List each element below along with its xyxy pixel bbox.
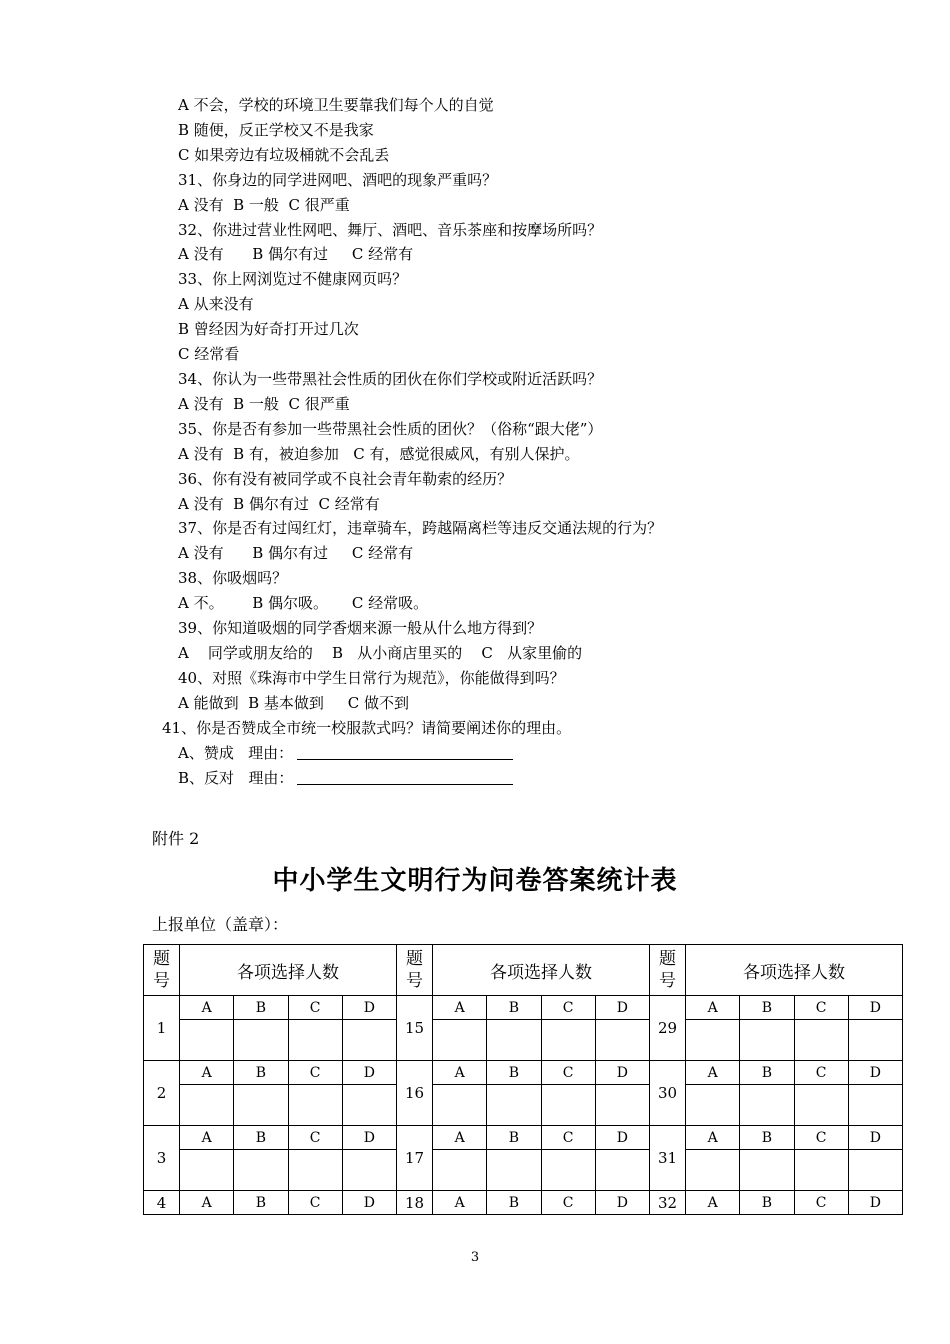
count-cell[interactable] [595, 1020, 649, 1061]
option-letter: A [433, 1191, 487, 1215]
option-a-line [162, 741, 571, 766]
question-41 [162, 716, 571, 791]
option-letter: B [487, 996, 541, 1020]
option-letter: D [595, 1191, 649, 1215]
question-line: A 不。 B 偶尔吸。 C 经常吸。 [178, 594, 429, 613]
option-letter: C [794, 1061, 848, 1085]
count-cell[interactable] [848, 1085, 902, 1126]
question-number: 1 [144, 996, 180, 1061]
option-letter: D [342, 996, 396, 1020]
count-cell[interactable] [595, 1150, 649, 1191]
option-letter: D [848, 996, 902, 1020]
question-number: 30 [650, 1061, 686, 1126]
question-line: 34、你认为一些带黑社会性质的团伙在你们学校或附近活跃吗？ [178, 369, 603, 388]
count-cell[interactable] [487, 1020, 541, 1061]
question-number: 16 [397, 1061, 433, 1126]
option-letter: B [234, 1126, 288, 1150]
question-line: C 如果旁边有垃圾桶就不会乱丢 [178, 145, 390, 164]
option-letter: A [686, 1061, 740, 1085]
option-letter: C [541, 1126, 595, 1150]
option-letter: B [234, 1061, 288, 1085]
count-cell[interactable] [794, 1150, 848, 1191]
option-letter: D [342, 1191, 396, 1215]
table-row [144, 1191, 903, 1215]
choice-count-header: 各项选择人数 [180, 945, 397, 996]
count-cell[interactable] [180, 1020, 234, 1061]
reporting-unit-label: 上报单位（盖章）： [152, 915, 289, 934]
option-letter: A [686, 1191, 740, 1215]
count-cell[interactable] [288, 1085, 342, 1126]
question-number: 31 [650, 1126, 686, 1191]
question-line: 33、你上网浏览过不健康网页吗？ [178, 270, 408, 289]
question-number: 3 [144, 1126, 180, 1191]
count-cell[interactable] [541, 1150, 595, 1191]
option-letter: D [848, 1126, 902, 1150]
table-row [144, 1126, 903, 1150]
question-41-text: 41、你是否赞成全市统一校服款式吗？请简要阐述你的理由。 [162, 719, 572, 737]
question-number-header: 题 号 [144, 945, 180, 996]
option-letter: A [180, 1191, 234, 1215]
count-cell[interactable] [686, 1085, 740, 1126]
question-line: A 没有 B 偶尔有过 C 经常有 [178, 544, 414, 563]
count-cell[interactable] [487, 1150, 541, 1191]
option-letter: C [794, 996, 848, 1020]
count-cell[interactable] [595, 1085, 649, 1126]
page-number: 3 [470, 1250, 480, 1265]
option-letter: A [180, 1061, 234, 1085]
option-letter: C [288, 1061, 342, 1085]
option-letter: A [686, 996, 740, 1020]
count-cell[interactable] [234, 1150, 288, 1191]
option-letter: B [487, 1061, 541, 1085]
question-line: 32、你进过营业性网吧、舞厅、酒吧、音乐茶座和按摩场所吗？ [178, 220, 603, 239]
question-line: 36、你有没有被同学或不良社会青年勒索的经历？ [178, 469, 513, 488]
option-letter: A [180, 996, 234, 1020]
option-letter: A [433, 996, 487, 1020]
table-header-row [144, 945, 903, 996]
table-row [144, 996, 903, 1020]
question-number: 15 [397, 996, 433, 1061]
count-cell[interactable] [342, 1085, 396, 1126]
count-cell[interactable] [848, 1020, 902, 1061]
option-letter: C [541, 1061, 595, 1085]
count-cell[interactable] [541, 1085, 595, 1126]
count-cell[interactable] [740, 1085, 794, 1126]
choice-count-header: 各项选择人数 [686, 945, 903, 996]
count-cell[interactable] [433, 1085, 487, 1126]
question-line: A 能做到 B 基本做到 C 做不到 [178, 693, 410, 712]
question-number: 4 [144, 1191, 180, 1215]
option-letter: B [234, 996, 288, 1020]
question-line: 39、你知道吸烟的同学香烟来源一般从什么地方得到？ [178, 619, 543, 638]
question-line: C 经常看 [178, 345, 240, 364]
option-letter: D [848, 1191, 902, 1215]
count-cell[interactable] [234, 1085, 288, 1126]
option-letter: C [288, 1126, 342, 1150]
option-letter: B [740, 1191, 794, 1215]
table-row-input [144, 1020, 903, 1061]
question-line: A 没有 B 偶尔有过 C 经常有 [178, 494, 380, 513]
reason-blank-b[interactable] [297, 770, 513, 785]
option-letter: B [487, 1126, 541, 1150]
option-a-label: A、赞成 理由： [178, 743, 294, 762]
count-cell[interactable] [541, 1020, 595, 1061]
question-line: A 没有 B 有，被迫参加 C 有，感觉很威风，有别人保护。 [178, 444, 580, 463]
option-letter: D [342, 1061, 396, 1085]
question-number: 32 [650, 1191, 686, 1215]
question-line: 38、你吸烟吗？ [178, 569, 288, 588]
question-line: B 随便，反正学校又不是我家 [178, 120, 374, 139]
count-cell[interactable] [433, 1020, 487, 1061]
question-number: 29 [650, 996, 686, 1061]
question-number: 18 [397, 1191, 433, 1215]
option-letter: C [288, 1191, 342, 1215]
question-number-header: 题 号 [397, 945, 433, 996]
option-letter: C [288, 996, 342, 1020]
option-letter: B [740, 996, 794, 1020]
option-letter: D [595, 1126, 649, 1150]
table-row [144, 1061, 903, 1085]
option-letter: D [595, 996, 649, 1020]
count-cell[interactable] [740, 1150, 794, 1191]
option-letter: C [541, 1191, 595, 1215]
question-line: B 曾经因为好奇打开过几次 [178, 320, 359, 339]
count-cell[interactable] [487, 1085, 541, 1126]
option-letter: B [234, 1191, 288, 1215]
option-letter: A [433, 1126, 487, 1150]
option-letter: D [595, 1061, 649, 1085]
question-lines [178, 93, 662, 716]
count-cell[interactable] [288, 1150, 342, 1191]
option-letter: A [686, 1126, 740, 1150]
count-cell[interactable] [433, 1150, 487, 1191]
question-line: A 不会，学校的环境卫生要靠我们每个人的自觉 [178, 96, 494, 114]
count-cell[interactable] [686, 1020, 740, 1061]
option-b-label: B、反对 理由： [178, 768, 294, 787]
choice-count-header: 各项选择人数 [433, 945, 650, 996]
count-cell[interactable] [180, 1150, 234, 1191]
count-cell[interactable] [794, 1085, 848, 1126]
count-cell[interactable] [848, 1150, 902, 1191]
question-line: 40、对照《珠海市中学生日常行为规范》，你能做得到吗？ [178, 668, 565, 687]
table-row-input [144, 1150, 903, 1191]
count-cell[interactable] [342, 1020, 396, 1061]
question-line: 35、你是否有参加一些带黑社会性质的团伙？（俗称“跟大佬”） [178, 419, 603, 438]
count-cell[interactable] [794, 1020, 848, 1061]
question-line: A 同学或朋友给的 B 从小商店里买的 C 从家里偷的 [178, 643, 583, 662]
option-b-line [162, 766, 571, 791]
option-letter: B [740, 1061, 794, 1085]
question-line: A 没有 B 偶尔有过 C 经常有 [178, 245, 414, 264]
question-line: 31、你身边的同学进网吧、酒吧的现象严重吗？ [178, 170, 498, 189]
question-line: 37、你是否有过闯红灯，违章骑车，跨越隔离栏等违反交通法规的行为？ [178, 519, 663, 538]
statistics-table [143, 944, 903, 1215]
option-letter: D [848, 1061, 902, 1085]
question-line: A 没有 B 一般 C 很严重 [178, 195, 350, 214]
question-number: 2 [144, 1061, 180, 1126]
option-letter: B [740, 1126, 794, 1150]
table-row-input [144, 1085, 903, 1126]
count-cell[interactable] [686, 1150, 740, 1191]
count-cell[interactable] [180, 1085, 234, 1126]
table-title: 中小学生文明行为问卷答案统计表 [272, 866, 678, 896]
option-letter: D [342, 1126, 396, 1150]
option-letter: B [487, 1191, 541, 1215]
count-cell[interactable] [288, 1020, 342, 1061]
option-letter: A [180, 1126, 234, 1150]
count-cell[interactable] [740, 1020, 794, 1061]
option-letter: C [794, 1191, 848, 1215]
reason-blank-a[interactable] [297, 745, 513, 760]
option-letter: C [541, 996, 595, 1020]
question-line: A 从来没有 [178, 295, 254, 314]
annex-label: 附件 2 [152, 829, 200, 848]
option-letter: C [794, 1126, 848, 1150]
question-number-header: 题 号 [650, 945, 686, 996]
count-cell[interactable] [342, 1150, 396, 1191]
count-cell[interactable] [234, 1020, 288, 1061]
question-line: A 没有 B 一般 C 很严重 [178, 394, 350, 413]
option-letter: A [433, 1061, 487, 1085]
question-number: 17 [397, 1126, 433, 1191]
